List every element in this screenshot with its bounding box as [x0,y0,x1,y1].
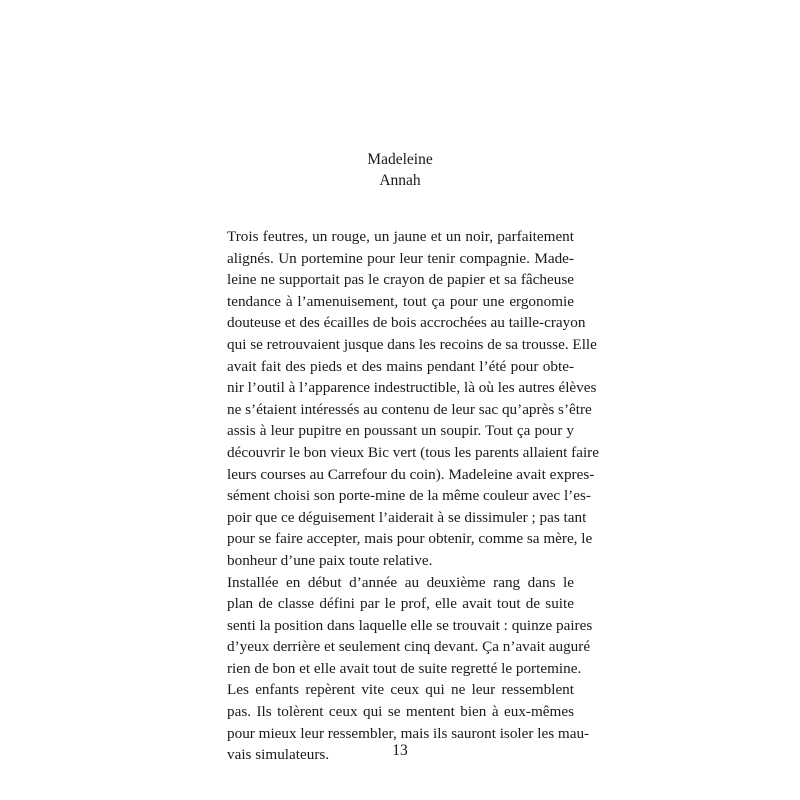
text-line: leine ne supportait pas le crayon de papier et sa fâcheuse [227,271,574,289]
paragraph [227,572,593,680]
text-line: ne s’étaient intéressés au contenu de leur sac qu’après s’être [227,400,592,418]
text-line: vais simulateurs. [227,746,330,764]
text-line: avait fait des pieds et des mains pendant l’été pour obte- [227,357,574,375]
text-line: alignés. Un portemine pour leur tenir compagnie. Made- [227,249,574,267]
text-line: rien de bon et elle avait tout de suite regretté le portemine. [227,659,582,677]
text-line: poir que ce déguisement l’aiderait à se dissimuler ; pas tant [227,508,587,526]
text-line: pour se faire accepter, mais pour obtenir, comme sa mère, le [227,530,593,548]
text-line: qui se retrouvaient jusque dans les recoins de sa trousse. Elle [227,335,597,353]
body-text [227,226,599,766]
text-line: leurs courses au Carrefour du coin). Madeleine avait expres- [227,465,595,483]
text-line: douteuse et des écailles de bois accrochées au taille-crayon [227,314,586,332]
text-line: pour mieux leur ressembler, mais ils sauront isoler les mau- [227,724,590,742]
text-line: découvrir le bon vieux Bic vert (tous les parents allaient faire [227,443,599,461]
text-line: Installée en début d’année au deuxième rang dans le [227,573,574,591]
text-line: Trois feutres, un rouge, un jaune et un noir, parfaitement [227,228,574,245]
text-line: tendance à l’amenuisement, tout ça pour une ergonomie [227,292,574,310]
text-line: plan de classe défini par le prof, elle avait tout de suite [227,595,574,613]
text-line: nir l’outil à l’apparence indestructible, là où les autres élèves [227,379,597,397]
text-line: sément choisi son porte-mine de la même couleur avec l’es- [227,487,591,505]
page-number: 13 [392,742,408,759]
text-line: bonheur d’une paix toute relative. [227,551,433,569]
chapter-heading [0,149,800,191]
text-line: senti la position dans laquelle elle se trouvait : quinze paires [227,616,593,634]
paragraph [227,226,599,572]
text-line: d’yeux derrière et seulement cinq devant. Ça n’avait auguré [227,638,591,656]
text-line: assis à leur pupitre en poussant un soupir. Tout ça pour y [227,422,574,440]
text-line: pas. Ils tolèrent ceux qui se mentent bien à eux-mêmes [227,703,574,721]
heading-second-name: Annah [379,172,421,189]
text-line: Les enfants repèrent vite ceux qui ne leur ressemblent [227,681,574,699]
heading-first-name: Madeleine [367,151,433,168]
